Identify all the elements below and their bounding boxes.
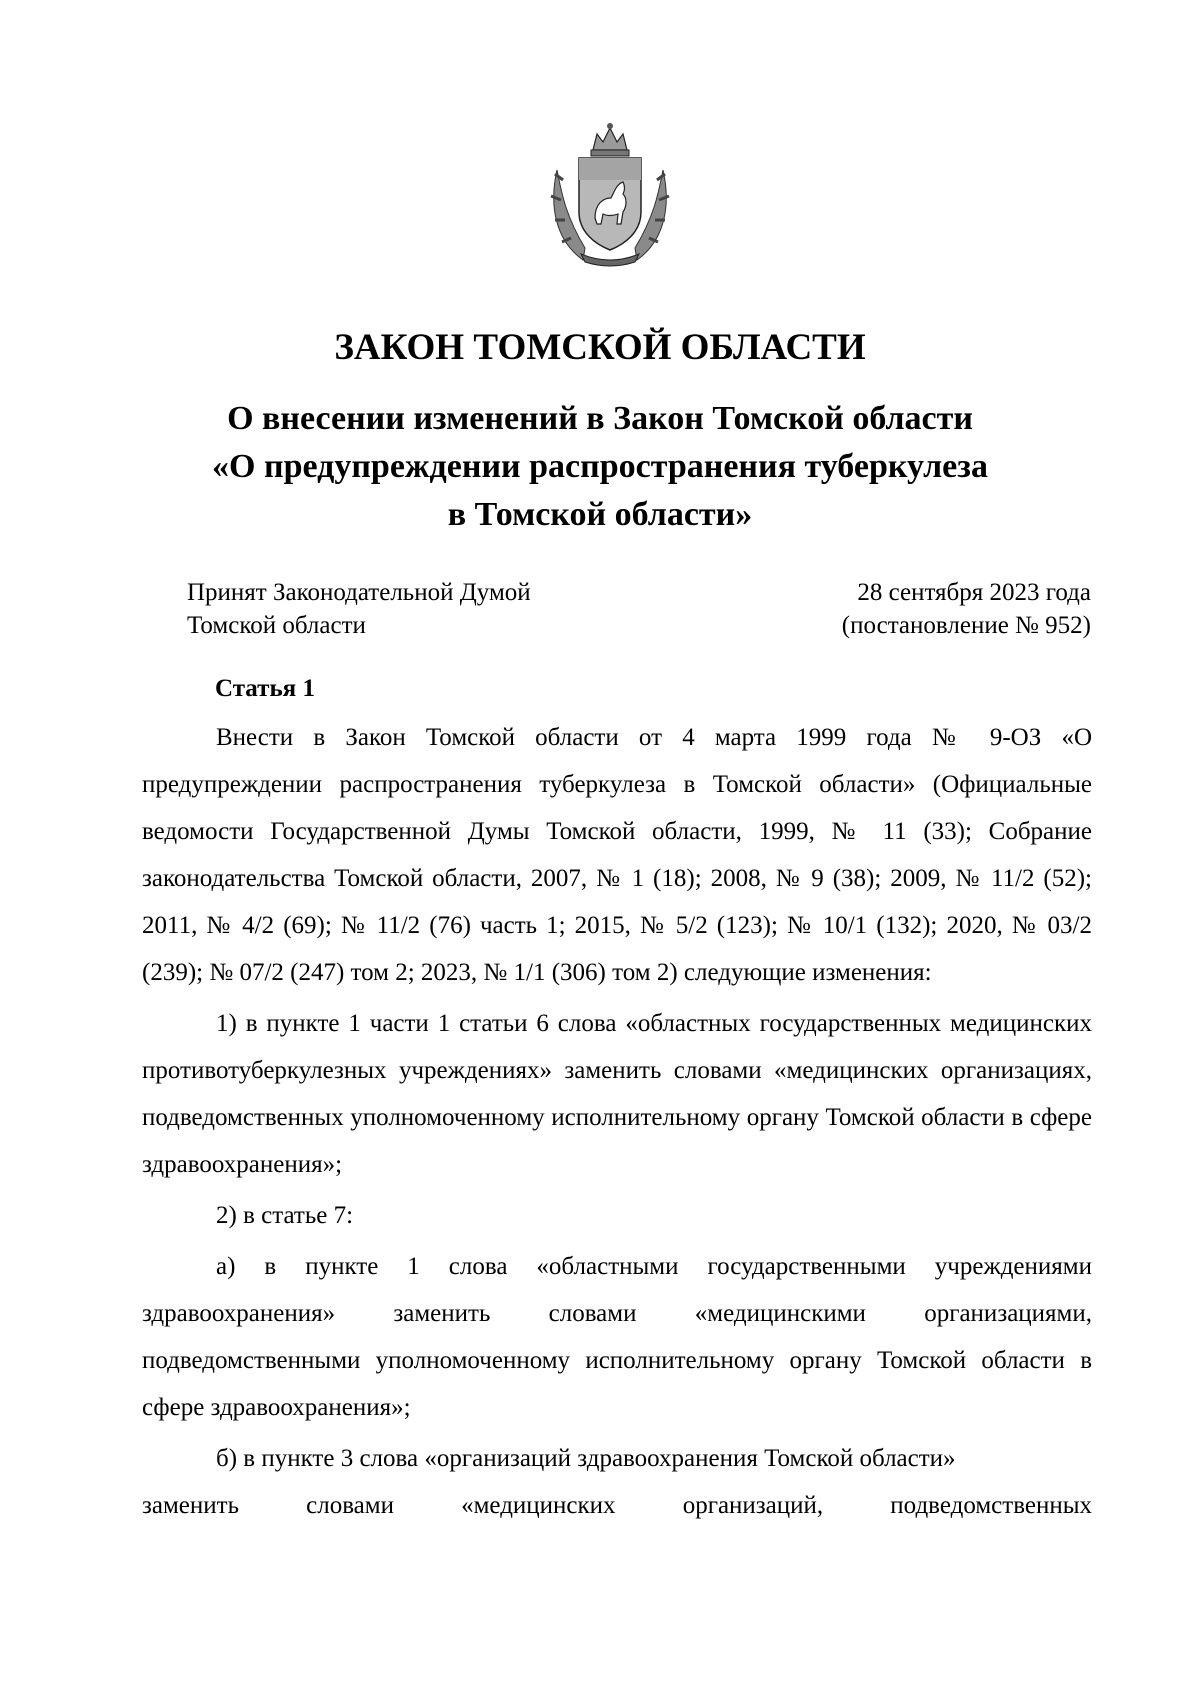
subtitle-line: в Томской области» [447, 496, 753, 533]
article-paragraph: а) в пункте 1 слова «областными государственными учреждениями здравоохранения» заменить словами «медицинскими организациями, подведомственными уполномоченному исполнительному органу Томской области в сфере здравоохранения»; [142, 1253, 1092, 1421]
article-paragraph: 1) в пункте 1 части 1 статьи 6 слова «областных государственных медицинских противотуберкулезных учреждениях» заменить словами «медицинских организациях, подведомственных уполномоченному исполнительному органу Томской области в сфере здравоохранения»; [142, 1010, 1092, 1178]
adoption-date: 28 сентября 2023 года [857, 579, 1091, 606]
subtitle-line: О внесении изменений в Закон Томской области [227, 400, 973, 437]
article-paragraph: 2) в статье 7: [216, 1202, 354, 1229]
tomsk-coat-of-arms-emblem [545, 120, 675, 270]
law-title: ЗАКОН ТОМСКОЙ ОБЛАСТИ [334, 327, 866, 368]
adoption-body-line: Принят Законодательной Думой [187, 579, 531, 606]
subtitle-line: «О предупреждении распространения туберкулеза [212, 448, 988, 485]
article-paragraph: б) в пункте 3 слова «организаций здравоохранения Томской области» [216, 1445, 956, 1472]
article-heading: Статья 1 [215, 675, 315, 702]
law-subtitle [0, 395, 1200, 539]
adoption-body-line: Томской области [187, 612, 366, 639]
resolution-number: (постановление № 952) [841, 612, 1091, 639]
article-body [142, 714, 1092, 1529]
article-paragraph: Внести в Закон Томской области от 4 марта 1999 года № 9-ОЗ «О предупреждении распространения туберкулеза в Томской области» (Официальные ведомости Государственной Думы Томской области, 1999, № 11 (33); Собрание законодательства Томской области, 2007, № 1 (18); 2008, № 9 (38); 2009, № 11/2 (52); 2011, № 4/2 (69); № 11/2 (76) часть 1; 2015, № 5/2 (123); № 10/1 (132); 2020, № 03/2 (239); № 07/2 (247) том 2; 2023, № 1/1 (306) том 2) следующие изменения: [142, 724, 1092, 986]
adoption-date-block [842, 576, 1091, 642]
adoption-body [187, 576, 531, 642]
article-paragraph-continuation: заменить словами «медицинских организаций, подведомственных [142, 1492, 1092, 1519]
